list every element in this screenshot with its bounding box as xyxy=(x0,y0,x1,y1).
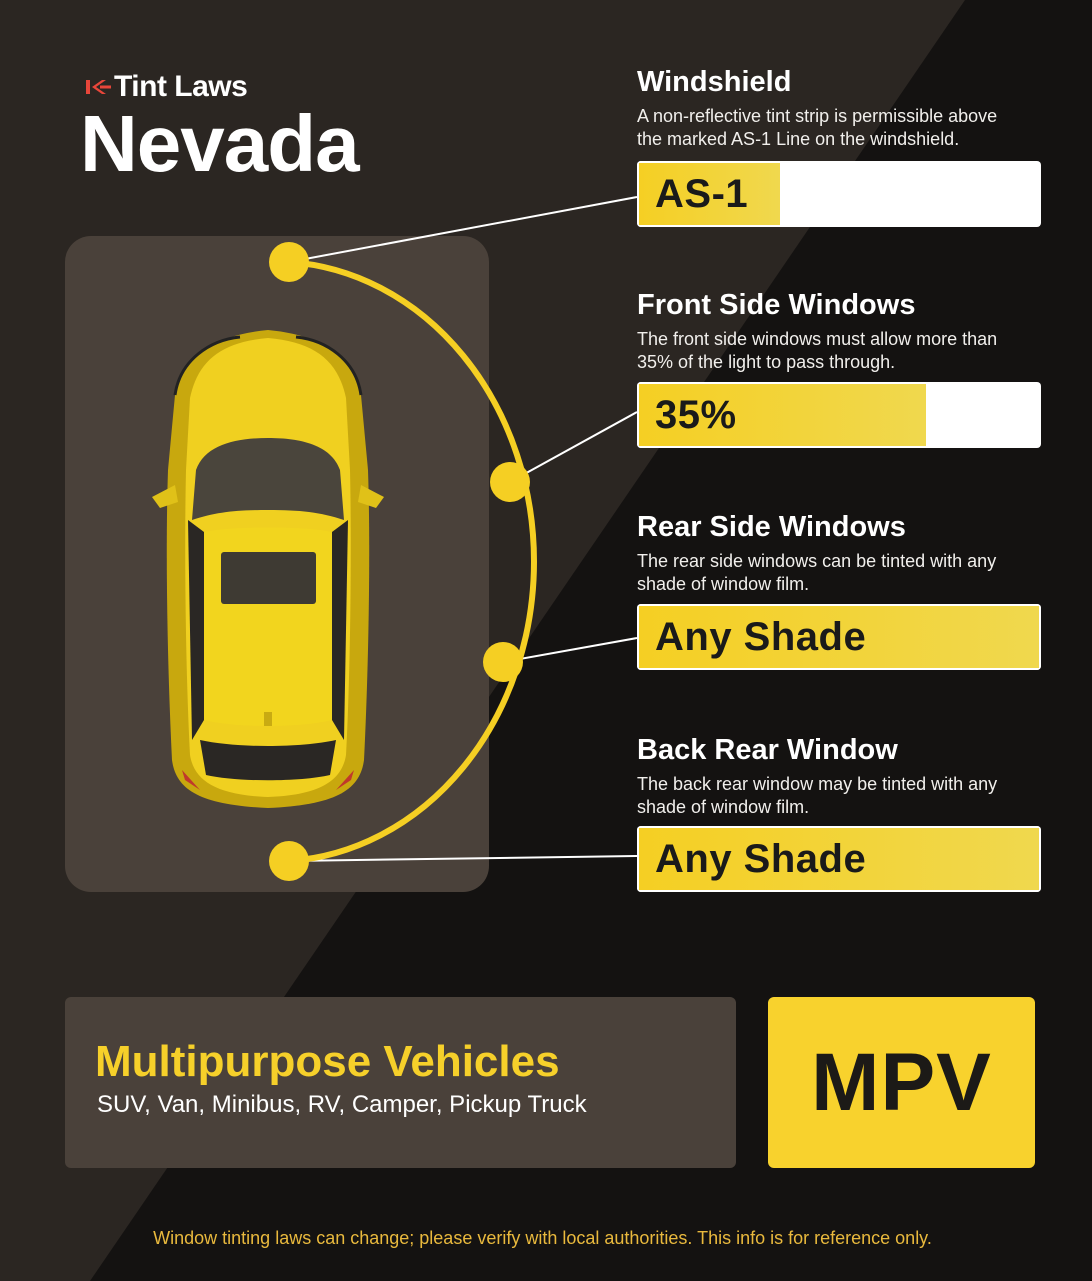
tint-bar-windshield xyxy=(637,161,1041,227)
section-title: Rear Side Windows xyxy=(637,511,906,543)
section-title: Front Side Windows xyxy=(637,289,916,321)
section-rear-side-windows xyxy=(637,513,1041,596)
car-icon xyxy=(152,330,384,808)
connector-back-rear xyxy=(289,856,637,861)
front-side-dot xyxy=(490,462,530,502)
back-rear-dot xyxy=(269,841,309,881)
section-back-rear-window xyxy=(637,736,1041,819)
connector-windshield xyxy=(289,197,637,262)
tint-bar-back-rear xyxy=(637,826,1041,892)
tint-bar-front-side xyxy=(637,382,1041,448)
vehicle-types: SUV, Van, Minibus, RV, Camper, Pickup Truck xyxy=(97,1091,587,1118)
state-title: Nevada xyxy=(80,99,359,188)
section-description: The front side windows must allow more than 35% of the light to pass through. xyxy=(637,329,998,372)
section-title: Back Rear Window xyxy=(637,734,898,766)
tint-bar-label: AS-1 xyxy=(655,172,749,216)
section-front-side-windows xyxy=(637,291,1041,374)
section-description: A non-reflective tint strip is permissible above the marked AS-1 Line on the windshield. xyxy=(637,106,998,149)
vehicle-badge-label: MPV xyxy=(811,1036,992,1128)
brand-name: Tint Laws xyxy=(114,70,248,103)
vehicle-category-panel xyxy=(65,997,736,1168)
connector-front-side xyxy=(510,412,637,482)
section-windshield xyxy=(637,68,1041,151)
section-description: The back rear window may be tinted with any shade of window film. xyxy=(637,774,998,817)
rear-side-dot xyxy=(483,642,523,682)
section-title: Windshield xyxy=(637,66,792,98)
tint-bar-label: Any Shade xyxy=(655,615,867,659)
tint-bar-label: 35% xyxy=(655,393,737,437)
disclaimer: Window tinting laws can change; please verify with local authorities. This info is for reference only. xyxy=(153,1228,932,1248)
tint-bar-rear-side xyxy=(637,604,1041,670)
section-description: The rear side windows can be tinted with any shade of window film. xyxy=(637,551,997,594)
tint-bar-label: Any Shade xyxy=(655,837,867,881)
vehicle-category-title: Multipurpose Vehicles xyxy=(95,1037,560,1086)
vehicle-badge xyxy=(768,997,1035,1168)
windshield-dot xyxy=(269,242,309,282)
